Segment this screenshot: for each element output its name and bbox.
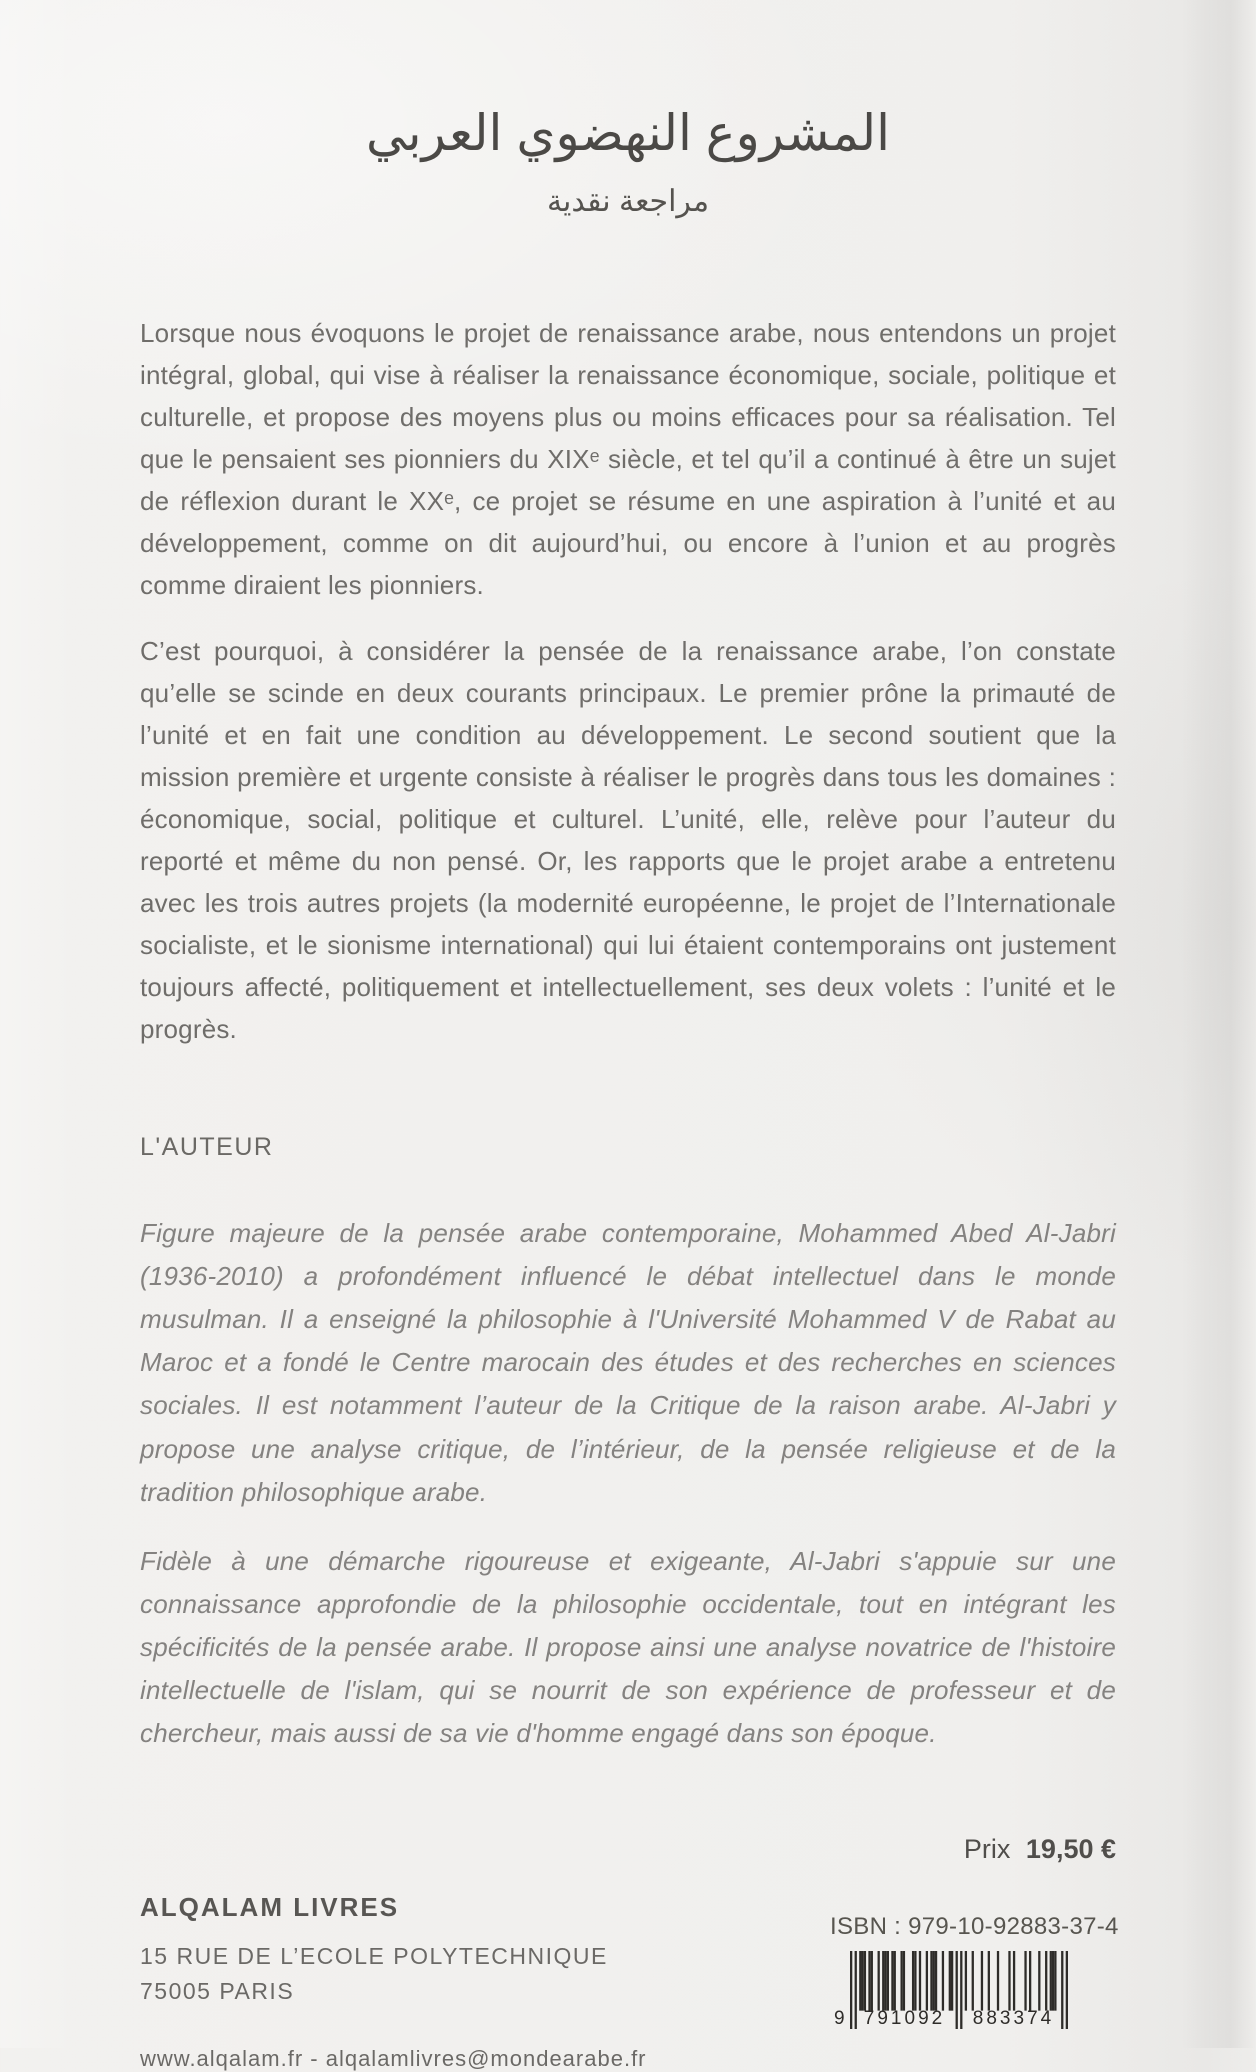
publisher-address-line-1: 15 RUE DE L’ECOLE POLYTECHNIQUE — [140, 1942, 608, 1969]
barcode-group-1: 791092 — [863, 2007, 946, 2029]
publisher-address-line-2: 75005 PARIS — [140, 1978, 295, 2005]
synopsis-section — [140, 313, 1116, 1051]
barcode-digit-first: 9 — [834, 2007, 846, 2029]
synopsis-paragraph-1: Lorsque nous évoquons le projet de renaissance arabe, nous entendons un projet intégral, global, qui vise à réaliser la renaissance économique, sociale, politique et culturelle, et propose des moyens plus ou moins efficaces pour sa réalisation. Tel que le pensaient ses pionniers du XIXᵉ siècle, et tel qu’il a continué à être un sujet de réflexion durant le XXᵉ, ce projet se résume en une aspiration à l’unité et au développement, comme on dit aujourd’hui, ou encore à l’union et au progrès comme diraient les pionniers. — [140, 318, 1116, 600]
arabic-title: المشروع النهضوي العربي — [366, 105, 890, 161]
price-line — [830, 1834, 1116, 1865]
imprint-footer — [140, 1833, 1119, 2072]
arabic-subtitle: مراجعة نقدية — [546, 185, 710, 218]
synopsis-paragraph-2: C’est pourquoi, à considérer la pensée de la renaissance arabe, l’on constate qu’elle se scinde en deux courants principaux. Le premier prône la primauté de l’unité et en fait une condition au développement. Le second soutient que la mission première et urgente consiste à réaliser le progrès dans tous les domaines : économique, social, politique et culturel. L’unité, elle, relève pour l’auteur du reporté et même du non pensé. Or, les rapports que le projet arabe a entretenu avec les trois autres projets (la modernité européenne, le projet de l’Internationale socialiste, et le sionisme international) qui lui étaient contemporains ont justement toujours affecté, politiquement et intellectuellement, ses deux volets : l’unité et le progrès. — [140, 635, 1116, 1044]
price-isbn-block — [830, 1833, 1119, 2033]
publisher-web-email: www.alqalam.fr - alqalamlivres@mondearabe.fr — [140, 2045, 647, 2071]
isbn-text: ISBN : 979-10-92883-37-4 — [830, 1912, 1119, 1940]
author-bio-paragraph-1: Figure majeure de la pensée arabe contemporaine, Mohammed Abed Al-Jabri (1936-2010) a profondément influencé le débat intellectuel dans le monde musulman. Il a enseigné la philosophie à l'Université Mohammed V de Rabat au Maroc et a fondé le Centre marocain des études et des recherches en sciences sociales. Il est notamment l’auteur de la Critique de la raison arabe. Al-Jabri y propose une analyse critique, de l’intérieur, de la pensée religieuse et de la tradition philosophique arabe. — [140, 1217, 1116, 1507]
author-heading: L'AUTEUR — [140, 1132, 274, 1161]
barcode-digits — [834, 2008, 1068, 2030]
price-value: 19,50 € — [1025, 1833, 1116, 1864]
author-section — [140, 1133, 1116, 1756]
publisher-name: ALQALAM LIVRES — [140, 1891, 400, 1922]
author-bio — [140, 1212, 1116, 1756]
barcode-group-2: 883374 — [972, 2007, 1055, 2029]
author-bio-paragraph-2: Fidèle à une démarche rigoureuse et exigeante, Al-Jabri s'appuie sur une connaissance approfondie de la philosophie occidentale, tout en intégrant les spécificités de la pensée arabe. Il propose ainsi une analyse novatrice de l'histoire intellectuelle de l'islam, qui se nourrit de son expérience de professeur et de chercheur, mais aussi de sa vie d'homme engagé dans son époque. — [140, 1545, 1116, 1749]
price-label: Prix — [963, 1833, 1011, 1864]
publisher-block — [140, 1892, 647, 2072]
publisher-address — [140, 1939, 647, 2010]
barcode — [834, 1951, 1068, 2033]
title-block — [140, 104, 1116, 219]
